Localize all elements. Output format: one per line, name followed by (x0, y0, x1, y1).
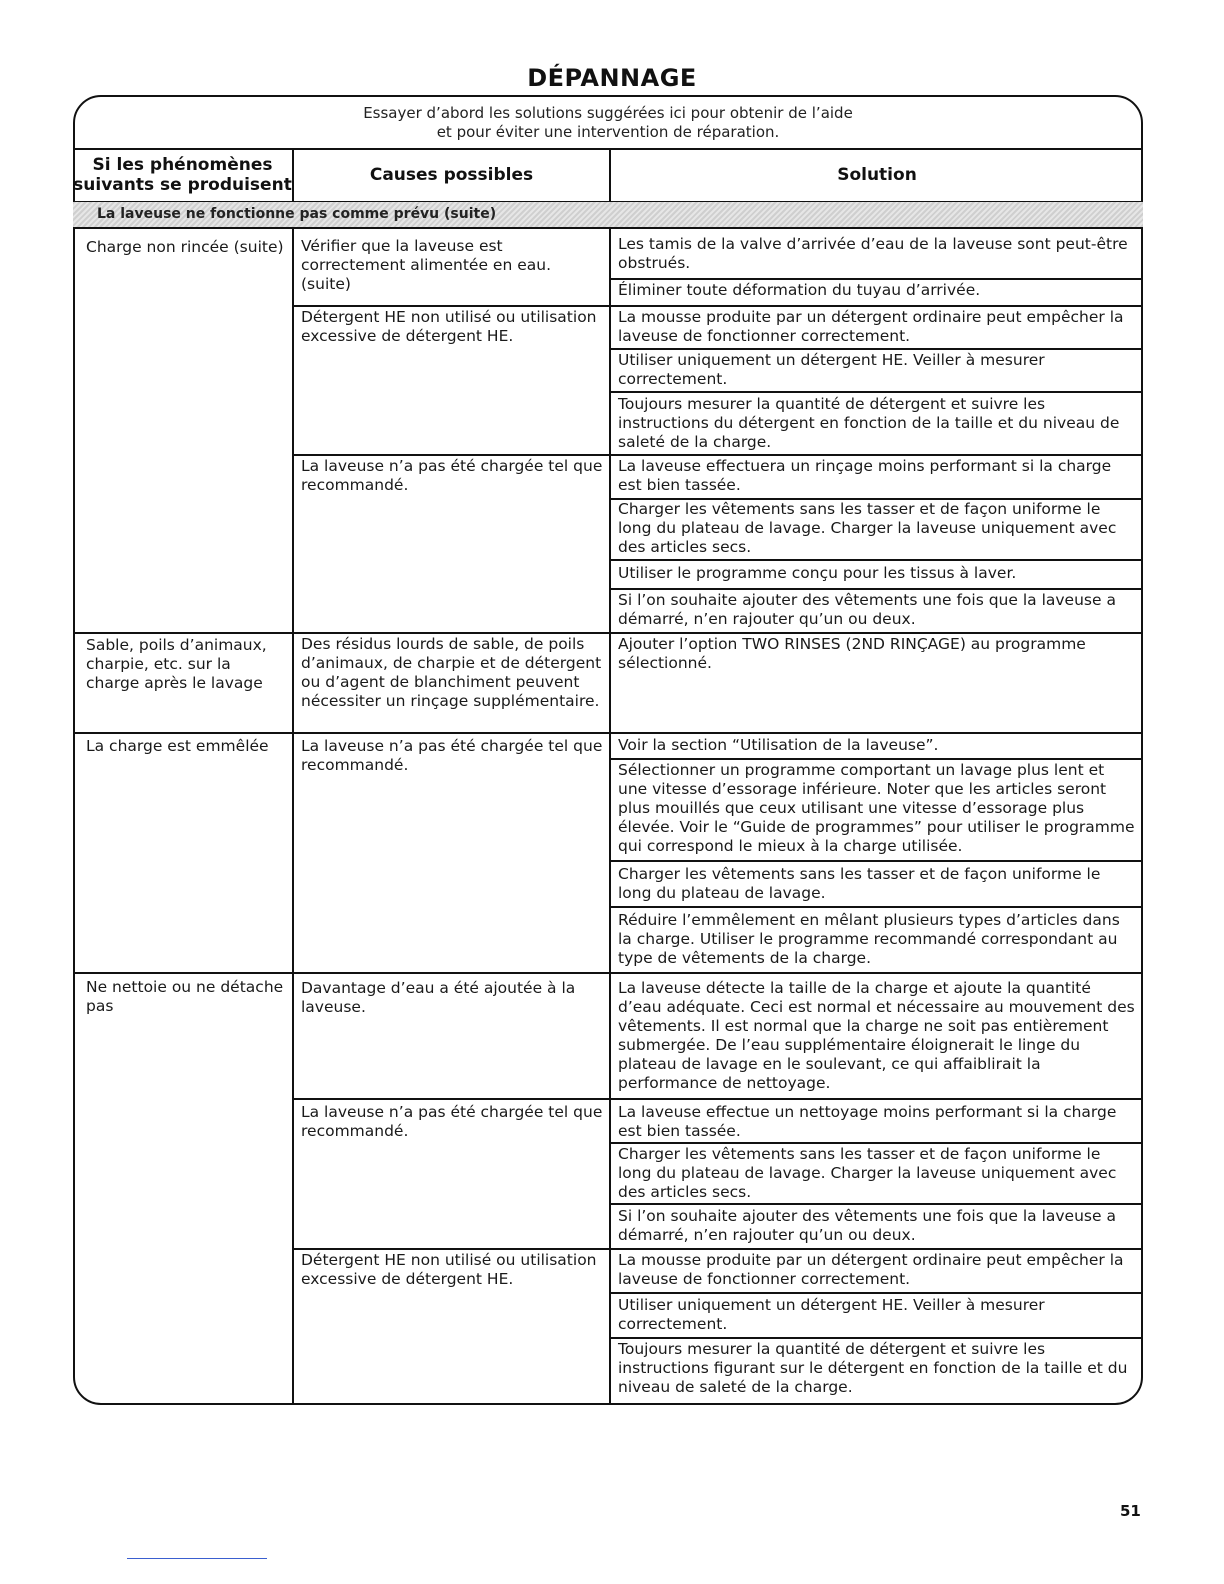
solution-cell: La mousse produite par un détergent ordinaire peut empêcher la laveuse de fonctionner correctement. (618, 1251, 1124, 1288)
section-band-bottom-border (73, 227, 1143, 229)
solution-divider-2 (609, 348, 1143, 350)
symptom-cell: Sable, poils d’animaux, charpie, etc. sur la charge après le lavage (86, 636, 267, 692)
troubleshooting-table (73, 148, 1143, 1405)
symptom-cell: Charge non rincée (suite) (86, 238, 284, 256)
solution-cell: Ajouter l’option TWO RINSES (2ND RINÇAGE) au programme sélectionné. (618, 635, 1086, 672)
col-divider-2 (609, 227, 611, 1405)
cause-cell: Des résidus lourds de sable, de poils d’animaux, de charpie et de détergent ou d’agent de blanchiment peuvent nécessiter un rinçage supplémentaire. (301, 635, 602, 710)
solution-divider-8 (609, 860, 1143, 862)
solution-cell: Charger les vêtements sans les tasser et de façon uniforme le long du plateau de lavage. (618, 865, 1101, 902)
solution-cell: Toujours mesurer la quantité de détergent et suivre les instructions figurant sur le détergent en fonction de la taille et du niveau de saleté de la charge. (618, 1340, 1128, 1396)
solution-divider-11 (609, 1203, 1143, 1205)
solution-divider-1 (609, 278, 1143, 280)
solution-cell: Charger les vêtements sans les tasser et de façon uniforme le long du plateau de lavage. Charger la laveuse uniquement avec des articles secs. (618, 500, 1117, 556)
solution-cell: Utiliser le programme conçu pour les tissus à laver. (618, 564, 1017, 582)
cause-cell: Vérifier que la laveuse est correctement alimentée en eau. (suite) (301, 237, 551, 293)
solution-cell: Éliminer toute déformation du tuyau d’arrivée. (618, 281, 981, 299)
cause-cell: La laveuse n’a pas été chargée tel que recommandé. (301, 1103, 603, 1140)
solution-divider-10 (609, 1142, 1143, 1144)
solution-cell: Sélectionner un programme comportant un lavage plus lent et une vitesse d’essorage inférieure. Noter que les articles seront plus mouillés que ceux utilisant une vitesse d’essorage plus élevée. Voir le “Guide de programmes” pour utiliser le programme qui correspond le mieux à la charge utilisée. (618, 761, 1135, 855)
header-cause: Causes possibles (369, 165, 534, 185)
solution-cell: Utiliser uniquement un détergent HE. Veiller à mesurer correctement. (618, 1296, 1045, 1333)
solution-cell: Voir la section “Utilisation de la laveuse”. (618, 736, 939, 754)
intro-text (73, 104, 1143, 142)
header-symptom: Si les phénomènes suivants se produisent (73, 155, 292, 195)
cause-divider-1 (292, 305, 1143, 307)
solution-cell: Utiliser uniquement un détergent HE. Veiller à mesurer correctement. (618, 351, 1045, 388)
symptom-cell: La charge est emmêlée (86, 737, 269, 755)
group-divider-2 (73, 732, 1143, 734)
solution-divider-3 (609, 391, 1143, 393)
solution-cell: Si l’on souhaite ajouter des vêtements une fois que la laveuse a démarré, n’en rajouter qu’un ou deux. (618, 591, 1116, 628)
solution-divider-13 (609, 1337, 1143, 1339)
footer-rule (127, 1558, 267, 1559)
cause-divider-4 (292, 1248, 1143, 1250)
symptom-cell: Ne nettoie ou ne détache pas (86, 978, 284, 1015)
group-divider-3 (73, 972, 1143, 974)
solution-cell: Si l’on souhaite ajouter des vêtements une fois que la laveuse a démarré, n’en rajouter qu’un ou deux. (618, 1207, 1116, 1244)
cause-cell: Détergent HE non utilisé ou utilisation excessive de détergent HE. (301, 1251, 597, 1288)
solution-divider-6 (609, 588, 1143, 590)
solution-cell: La laveuse détecte la taille de la charge et ajoute la quantité d’eau adéquate. Ceci est normal et nécessaire au mouvement des vêtements. Il est normal que la charge ne soit pas entièrement submergée. De l’eau supplémentaire éloignerait le linge du plateau de lavage en le soulevant, ce qui affaiblirait la performance de nettoyage. (618, 979, 1135, 1092)
cause-cell: Détergent HE non utilisé ou utilisation excessive de détergent HE. (301, 308, 597, 345)
group-divider-1 (73, 632, 1143, 634)
solution-cell: Charger les vêtements sans les tasser et de façon uniforme le long du plateau de lavage. Charger la laveuse uniquement avec des articles secs. (618, 1145, 1117, 1201)
cause-divider-2 (292, 454, 1143, 456)
header-solution: Solution (837, 165, 917, 185)
solution-cell: La laveuse effectue un nettoyage moins performant si la charge est bien tassée. (618, 1103, 1117, 1140)
cause-cell: La laveuse n’a pas été chargée tel que recommandé. (301, 457, 603, 494)
col-divider-1 (292, 227, 294, 1405)
cause-cell: La laveuse n’a pas été chargée tel que recommandé. (301, 737, 603, 774)
solution-divider-12 (609, 1292, 1143, 1294)
intro-line-1: Essayer d’abord les solutions suggérées ici pour obtenir de l’aide (363, 104, 853, 122)
page-title: DÉPANNAGE (527, 64, 697, 92)
section-label: La laveuse ne fonctionne pas comme prévu (suite) (97, 206, 497, 222)
cause-cell: Davantage d’eau a été ajoutée à la laveuse. (301, 979, 576, 1016)
cause-divider-3 (292, 1098, 1143, 1100)
solution-divider-9 (609, 906, 1143, 908)
intro-line-2: et pour éviter une intervention de réparation. (436, 123, 780, 141)
solution-cell: La mousse produite par un détergent ordinaire peut empêcher la laveuse de fonctionner correctement. (618, 308, 1124, 345)
solution-cell: Toujours mesurer la quantité de détergent et suivre les instructions du détergent en fonction de la taille et du niveau de saleté de la charge. (618, 395, 1120, 451)
solution-divider-7 (609, 758, 1143, 760)
page-number: 51 (1120, 1502, 1141, 1520)
solution-cell: Les tamis de la valve d’arrivée d’eau de la laveuse sont peut-être obstrués. (618, 235, 1128, 272)
solution-cell: Réduire l’emmêlement en mêlant plusieurs types d’articles dans la charge. Utiliser le programme recommandé correspondant au type de vêtements de la charge. (618, 911, 1120, 967)
solution-divider-5 (609, 559, 1143, 561)
solution-cell: La laveuse effectuera un rinçage moins performant si la charge est bien tassée. (618, 457, 1112, 494)
